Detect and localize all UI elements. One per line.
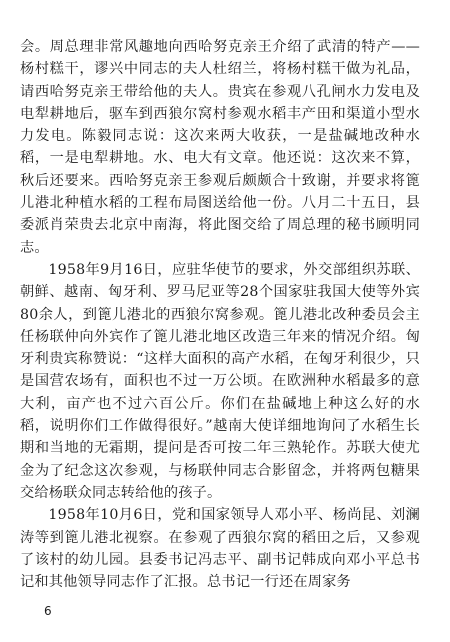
paragraph-3: 1958年10月6日，党和国家领导人邓小平、杨尚昆、刘澜涛等到篦儿港北视察。在参观了西狼尔窝的稻田之后，又参观了该村的幼儿园。县委书记冯志平、副书记韩成向邓小平总书记和其他领导同志作了汇报。总书记一行还在周家务 [20, 507, 420, 591]
paragraph-2: 1958年9月16日，应驻华使节的要求，外交部组织苏联、朝鲜、越南、匈牙利、罗马尼亚等28个国家驻我国大使等外宾80余人，到篦儿港北的西狼尔窝参观。篦儿港北改种委员会主任杨联仲向外宾作了篦儿港北地区改造三年来的情况介绍。匈牙利贵宾称赞说：“这样大面积的高产水稻，在匈牙利很少，只是国营农场有，面积也不过一万公顷。在欧洲种水稻最多的意大利，亩产也不过六百公斤。你们在盐碱地上种这么好的水稻，说明你们工作做得很好。”越南大使详细地询问了水稻生长期和当地的无霜期，提问是否可按二年三熟轮作。苏联大使尤金为了纪念这次参观，与杨联仲同志合影留念，并将两包糖果交给杨联众同志转给他的孩子。 [20, 261, 420, 501]
paragraph-1: 会。周总理非常风趣地向西哈努克亲王介绍了武清的特产——杨村糕干，谬兴中同志的夫人杜绍兰，将杨村糕干做为礼品，请西哈努克亲王带给他的夫人。贵宾在参观八孔闸水力发电及电犁耕地后，驱车到西狼尔窝村参观水稻丰产田和渠道小型水力发电。陈毅同志说：这次来两大收获，一是盐碱地改种水稻，一是电犁耕地。水、电大有文章。他还说：这次来不算，秋后还要来。西哈努克亲王参观后颇颇合十致谢，并要求将篦儿港北种植水稻的工程布局图送给他一份。八月二十五日，县委派肖荣贵去北京中南海，将此图交给了周总理的秘书顾明同志。 [20, 39, 420, 256]
page-number: 6 [44, 604, 52, 618]
